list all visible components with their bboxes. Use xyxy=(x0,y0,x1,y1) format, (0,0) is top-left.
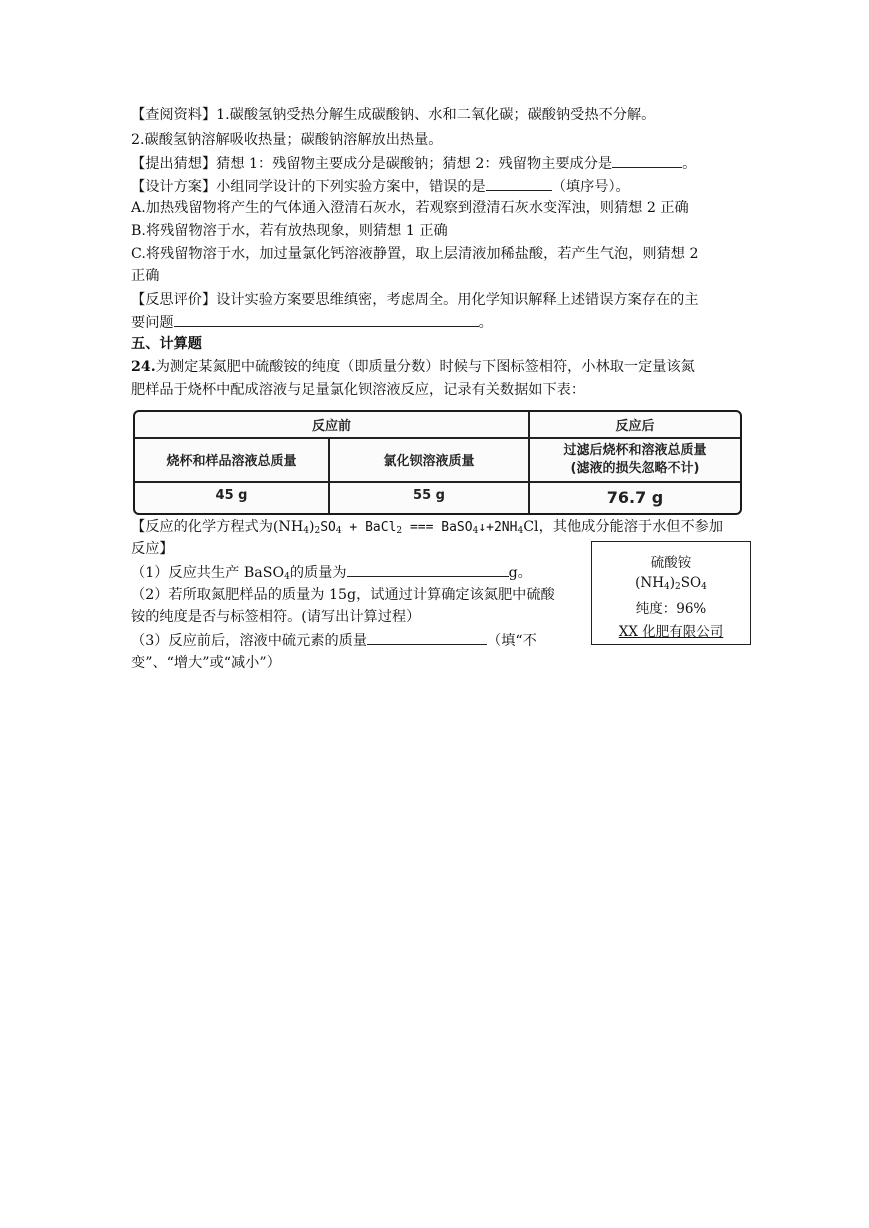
option-c-cont: 正确 xyxy=(131,268,160,284)
question-text: 为测定某氮肥中硫酸铵的纯度（即质量分数）时候与下图标签相符，小林取一定量该氮 xyxy=(155,359,695,375)
design-line xyxy=(131,176,630,197)
reflection-blank[interactable] xyxy=(174,312,479,327)
question-number: 24. xyxy=(131,359,156,375)
sub-question-3-cont: 变”、“增大”或“减小”） xyxy=(131,655,281,671)
sq3-end: （填“不 xyxy=(487,633,537,649)
table-value-2: 55 g xyxy=(413,487,445,503)
table-header-3-line-1: 过滤后烧杯和溶液总质量 xyxy=(563,442,707,458)
label-title: 硫酸铵 xyxy=(650,555,692,571)
label-formula xyxy=(592,575,750,591)
sub-question-3 xyxy=(131,630,537,651)
question-24-line-1 xyxy=(131,357,695,377)
eq-part-f: ↓+2NH xyxy=(478,520,518,535)
hypothesis-end: 。 xyxy=(682,156,697,172)
label-formula-sub-2: 2 xyxy=(675,582,681,592)
table-header-2: 氯化钡溶液质量 xyxy=(383,454,475,469)
equation-line-2: 反应】 xyxy=(131,541,174,557)
reference-material-line-2: 2.碳酸氢钠溶解吸收热量；碳酸钠溶解放出热量。 xyxy=(131,132,443,148)
eq-sub-2: 2 xyxy=(314,526,321,536)
data-table-image xyxy=(133,410,742,515)
sub-question-2-cont: 铵的纯度是否与标签相符。(请写出计算过程） xyxy=(131,609,421,625)
reference-material-line: 【查阅资料】1.碳酸氢钠受热分解生成碳酸钠、水和二氧化碳；碳酸钠受热不分解。 xyxy=(131,107,656,123)
eq-part-d: + BaCl xyxy=(341,520,397,535)
eq-sub-3: 4 xyxy=(335,526,342,536)
hypothesis-line xyxy=(131,153,696,174)
sq1-end: g。 xyxy=(508,565,532,581)
label-formula-sub-1: 4 xyxy=(664,582,670,592)
table-header-3 xyxy=(530,438,740,481)
sq1-blank[interactable] xyxy=(347,562,509,577)
eq-sub-6: 4 xyxy=(517,526,524,536)
eq-sub-5: 4 xyxy=(472,526,479,536)
design-end: （填序号）。 xyxy=(551,179,630,195)
eq-part-e: === BaSO xyxy=(402,520,473,535)
sq3-text: （3）反应前后，溶液中硫元素的质量 xyxy=(131,633,368,649)
hypothesis-blank[interactable] xyxy=(612,153,682,168)
table-value-3: 76.7 g xyxy=(606,487,664,507)
sq1-text: （1）反应共生产 BaSO xyxy=(131,565,285,581)
label-formula-c: SO xyxy=(680,575,702,591)
sub-question-2: （2）若所取氮肥样品的质量为 15g，试通过计算确定该氮肥中硫酸 xyxy=(131,587,555,603)
question-24-line-2: 肥样品于烧杯中配成溶液与足量氯化钡溶液反应，记录有关数据如下表： xyxy=(131,382,586,398)
label-formula-sub-3: 4 xyxy=(701,582,707,592)
eq-sub-1: 4 xyxy=(303,526,309,536)
sq1-sub: 4 xyxy=(284,572,290,582)
hypothesis-text: 【提出猜想】猜想 1：残留物主要成分是碳酸钠；猜想 2：残留物主要成分是 xyxy=(131,156,613,172)
fertilizer-label xyxy=(591,541,751,645)
label-company: XX 化肥有限公司 xyxy=(618,624,724,640)
table-group-after: 反应后 xyxy=(615,419,655,434)
eq-part-b: ) xyxy=(308,519,315,535)
section-heading: 五、计算题 xyxy=(131,336,202,352)
reflection-text: 要问题 xyxy=(131,315,174,331)
label-formula-a: (NH xyxy=(635,575,665,591)
option-b: B.将残留物溶于水，若有放热现象，则猜想 1 正确 xyxy=(131,223,448,239)
label-formula-b: ) xyxy=(669,575,676,591)
reflection-line-2 xyxy=(131,312,493,333)
sub-question-1 xyxy=(131,562,532,583)
table-header-1: 烧杯和样品溶液总质量 xyxy=(166,454,297,469)
option-a: A.加热残留物将产生的气体通入澄清石灰水，若观察到澄清石灰水变浑浊，则猜想 2 正确 xyxy=(131,200,689,216)
option-c: C.将残留物溶于水，加过量氯化钙溶液静置，取上层清液加稀盐酸，若产生气泡，则猜想 2 xyxy=(131,246,699,262)
eq-part-a: 【反应的化学方程式为(NH xyxy=(131,519,304,535)
design-text: 【设计方案】小组同学设计的下列实验方案中，错误的是 xyxy=(131,179,486,195)
sq3-blank[interactable] xyxy=(367,630,487,645)
equation-line xyxy=(131,517,723,538)
table-value-1: 45 g xyxy=(215,487,248,503)
table-group-before: 反应前 xyxy=(311,419,351,434)
eq-part-g: Cl，其他成分能溶于水但不参加 xyxy=(523,519,724,535)
reflection-end: 。 xyxy=(478,315,493,331)
reflection-line: 【反思评价】设计实验方案要思维缜密，考虑周全。用化学知识解释上述错误方案存在的主 xyxy=(131,292,699,308)
label-purity: 纯度：96% xyxy=(635,601,707,617)
eq-part-c: SO xyxy=(320,520,336,535)
sq1-text-2: 的质量为 xyxy=(289,565,347,581)
table-header-3-line-2: (滤液的损失忽略不计) xyxy=(570,460,700,476)
eq-sub-4: 2 xyxy=(396,526,403,536)
design-blank[interactable] xyxy=(486,176,552,191)
